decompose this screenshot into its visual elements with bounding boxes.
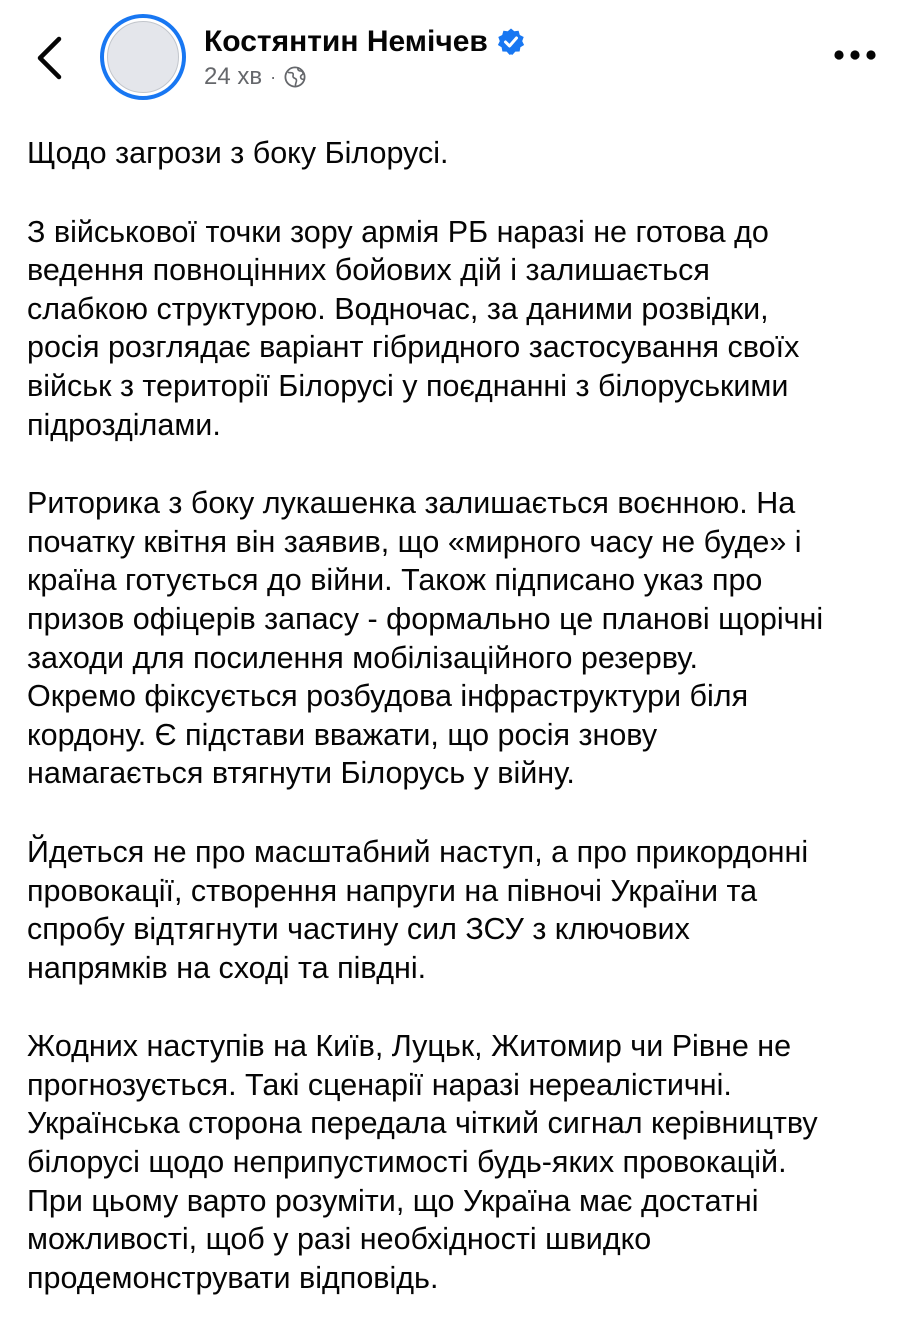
post-paragraph: Риторика з боку лукашенка залишається воєнною. На початку квітня він заявив, що «мирного часу не буде» і країна готується до війни. Також підписано указ про призов офіцерів запасу - формально це планові щорічні заходи для посилення мобілізаційного резерву. Окремо фіксується розбудова інфраструктури біля кордону. Є підстави вважати, що росія знову намагається втягнути Білорусь у війну. bbox=[27, 486, 824, 791]
author-avatar[interactable] bbox=[100, 14, 186, 100]
verified-badge-icon bbox=[496, 27, 526, 57]
post-timestamp[interactable]: 24 хв bbox=[204, 63, 263, 90]
post-paragraph: Щодо загрози з боку Білорусі. bbox=[27, 136, 449, 170]
globe-icon bbox=[284, 66, 306, 88]
author-name[interactable]: Костянтин Немічев bbox=[204, 25, 488, 58]
post-paragraph: Жодних наступів на Київ, Луцьк, Житомир чи Рівне не прогнозується. Такі сценарії наразі нереалістичні. Українська сторона передала чіткий сигнал керівництву білорусі щодо неприпустимості будь-яких провокацій. При цьому варто розуміти, що Україна має достатні можливості, щоб у разі необхідності швидко продемонструвати відповідь. bbox=[27, 1029, 818, 1295]
more-options-button[interactable] bbox=[820, 32, 890, 82]
back-button[interactable] bbox=[24, 30, 74, 90]
more-horizontal-icon bbox=[833, 48, 877, 66]
chevron-left-icon bbox=[35, 36, 63, 85]
post-paragraph: Йдеться не про масштабний наступ, а про прикордонні провокації, створення напруги на півночі України та спробу відтягнути частину сил ЗСУ з ключових напрямків на сході та півдні. bbox=[27, 834, 809, 985]
post-header bbox=[0, 0, 906, 110]
post-text bbox=[27, 134, 897, 1337]
avatar bbox=[107, 21, 179, 93]
author-row bbox=[204, 22, 526, 62]
meta-separator: · bbox=[270, 66, 277, 87]
post-paragraph: З військової точки зору армія РБ наразі не готова до ведення повноцінних бойових дій і залишається слабкою структурою. Водночас, за даними розвідки, росія розглядає варіант гібридного застосування своїх військ з території Білорусі у поєднанні з білоруськими підрозділами. bbox=[27, 214, 800, 442]
post-meta bbox=[204, 60, 306, 94]
